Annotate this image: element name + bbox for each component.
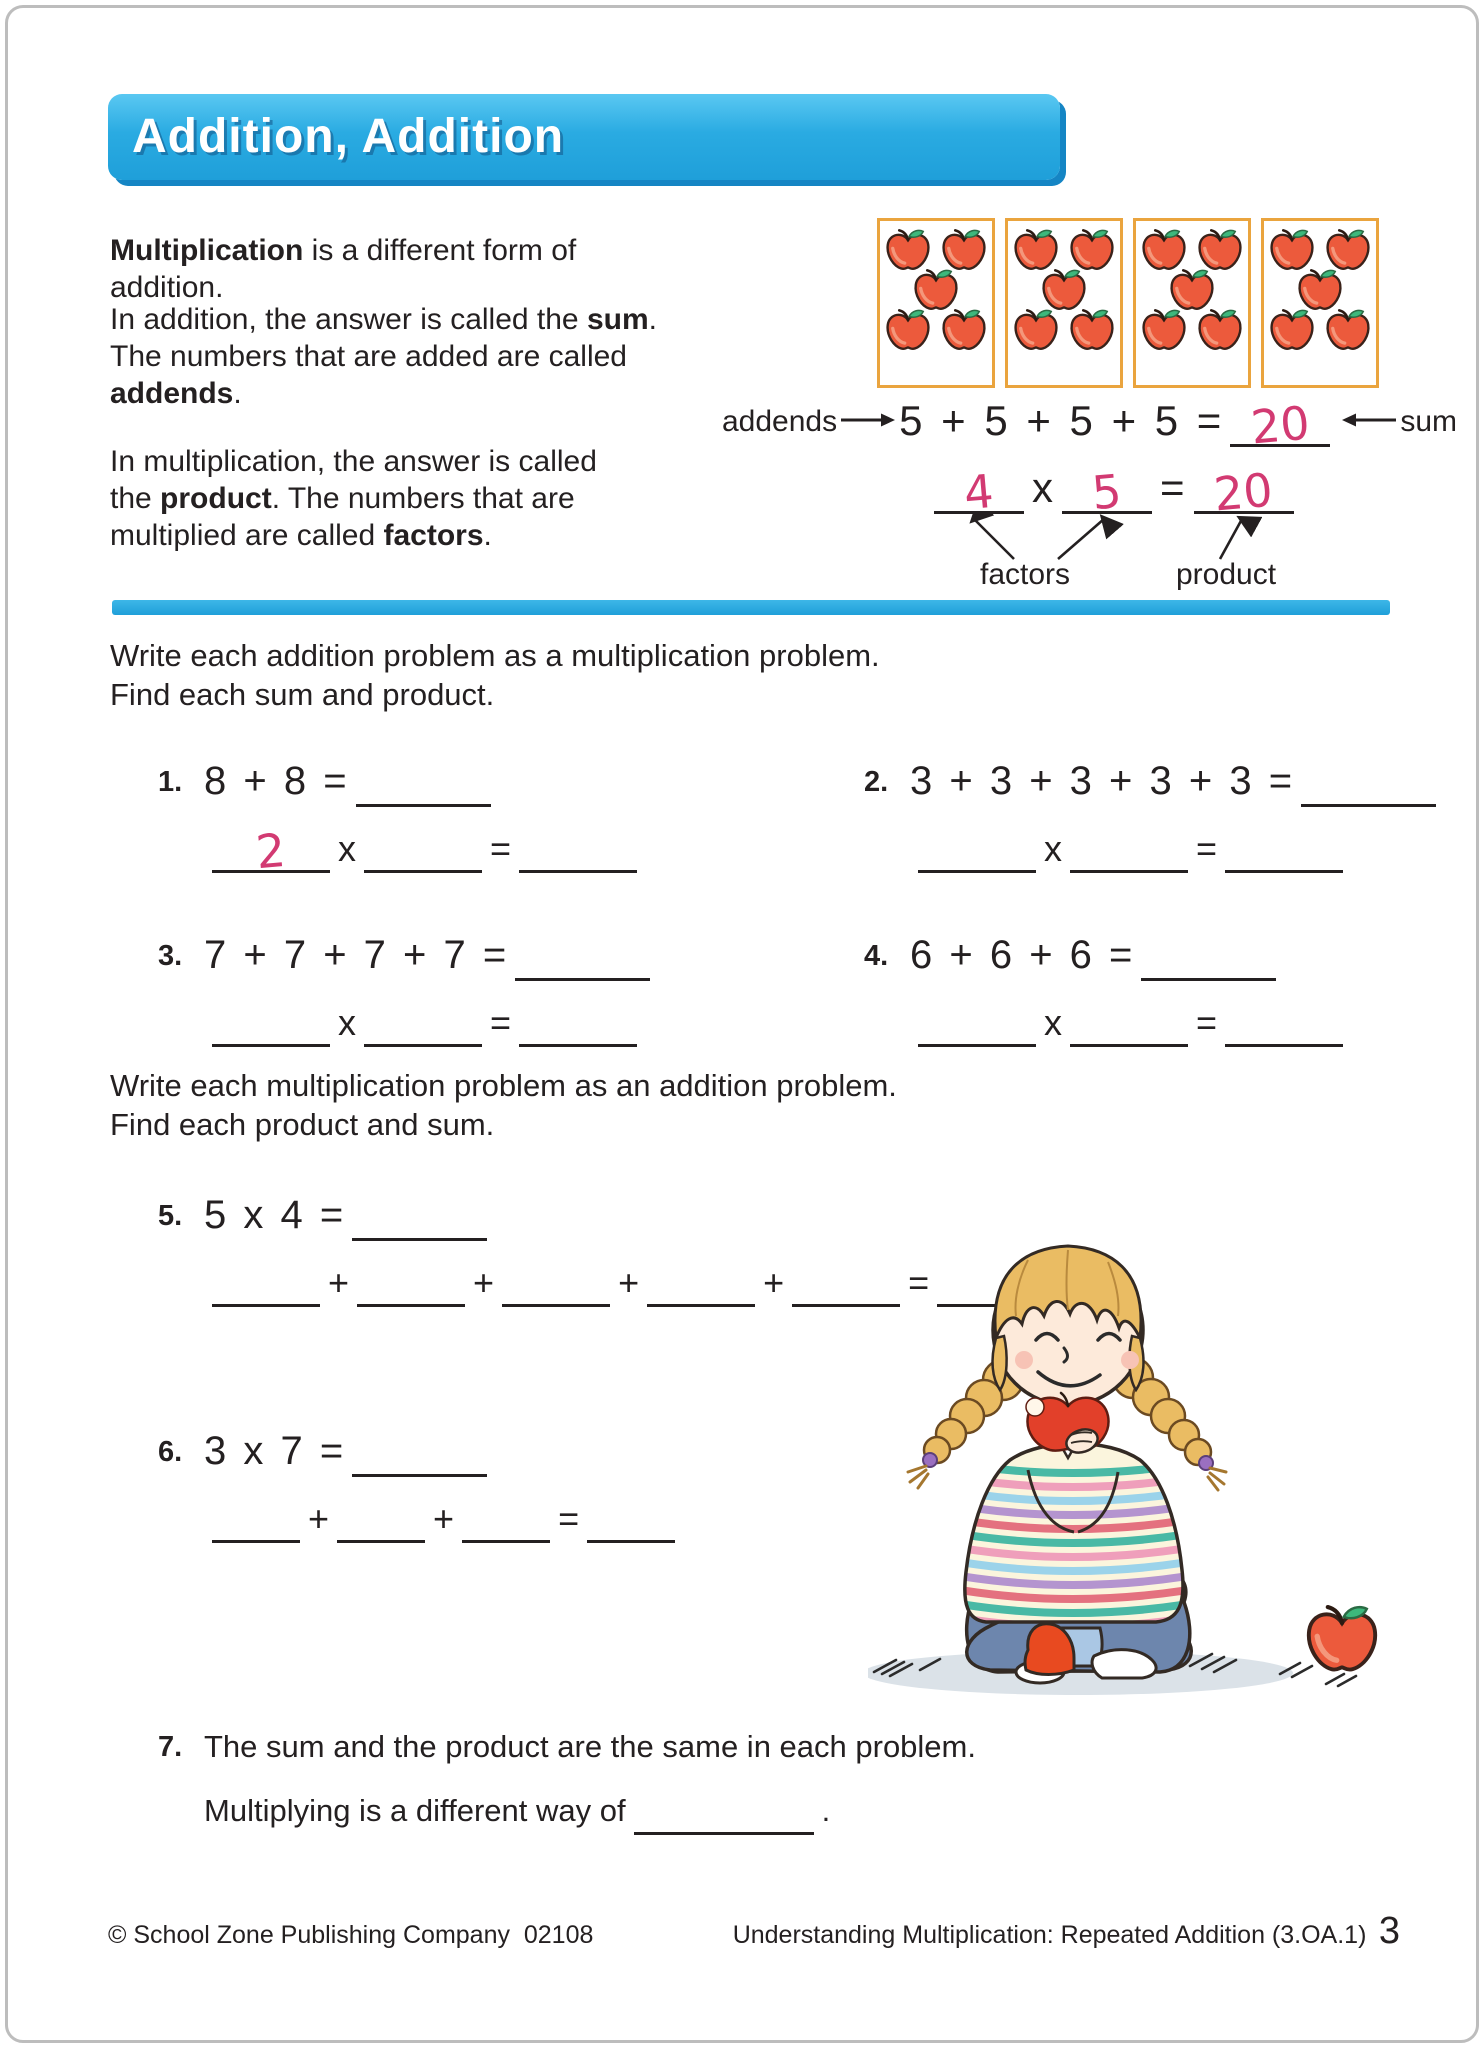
apple-icon bbox=[1268, 306, 1316, 354]
example-multiplication-equation bbox=[926, 462, 1302, 522]
problem-equation: 3 x 7 = bbox=[204, 1429, 345, 1473]
factor-blank[interactable] bbox=[364, 824, 482, 873]
term-product: product bbox=[160, 482, 272, 515]
example-addition-text: 5 + 5 + 5 + 5 = bbox=[899, 397, 1223, 444]
addend-blank[interactable] bbox=[337, 1494, 425, 1543]
plus-symbol: + bbox=[308, 1498, 330, 1539]
sum-blank[interactable] bbox=[515, 932, 650, 981]
problem-number: 6. bbox=[158, 1436, 183, 1468]
ground-apple-icon bbox=[1309, 1607, 1375, 1670]
equals-symbol: = bbox=[1160, 464, 1186, 511]
problem-equation: 6 + 6 + 6 = bbox=[910, 933, 1134, 977]
apple-icon bbox=[884, 306, 932, 354]
problem-number: 3. bbox=[158, 940, 183, 972]
product-blank[interactable] bbox=[352, 1428, 487, 1477]
factor-blank[interactable] bbox=[1070, 998, 1188, 1047]
product-blank[interactable] bbox=[519, 998, 637, 1047]
addends-label: addends bbox=[722, 405, 838, 438]
apple-group bbox=[877, 218, 995, 388]
problem-1 bbox=[158, 758, 645, 880]
problem-number: 5. bbox=[158, 1200, 183, 1232]
problem-number: 1. bbox=[158, 766, 183, 798]
problem-equation: 5 x 4 = bbox=[204, 1193, 345, 1237]
handwritten-answer: 2 bbox=[254, 822, 288, 880]
equals-symbol: = bbox=[490, 1002, 512, 1043]
factor-blank[interactable] bbox=[1070, 824, 1188, 873]
addend-blank[interactable] bbox=[357, 1258, 465, 1307]
intro-paragraph-1: Multiplication is a different form of addition. bbox=[110, 234, 577, 304]
intro-paragraph-3: In multiplication, the answer is called the product. The numbers that are multiplied are called factors. bbox=[110, 445, 597, 552]
right-arrow-icon bbox=[841, 412, 895, 428]
factor-blank[interactable] bbox=[918, 998, 1036, 1047]
product-blank[interactable] bbox=[1225, 824, 1343, 873]
girl-with-apple-illustration bbox=[868, 1220, 1428, 1720]
term-sum: sum bbox=[586, 303, 649, 336]
problem-equation: 8 + 8 = bbox=[204, 759, 348, 803]
plus-symbol: + bbox=[328, 1262, 350, 1303]
addend-blank[interactable] bbox=[502, 1258, 610, 1307]
plus-symbol: + bbox=[433, 1498, 455, 1539]
sum-blank[interactable] bbox=[356, 758, 491, 807]
sum-answer-blank bbox=[1230, 395, 1330, 455]
page-footer bbox=[108, 1910, 1400, 1953]
sum-blank[interactable] bbox=[587, 1494, 675, 1543]
problem-number: 7. bbox=[158, 1731, 183, 1763]
product-blank[interactable] bbox=[352, 1192, 487, 1241]
addend-blank[interactable] bbox=[462, 1494, 550, 1543]
factors-product-arrows bbox=[908, 513, 1348, 561]
apple-group bbox=[1133, 218, 1251, 388]
problem-3 bbox=[158, 932, 658, 1044]
sum-label: sum bbox=[1400, 405, 1458, 438]
handwritten-product: 20 bbox=[1212, 462, 1276, 522]
factors-label: factors bbox=[980, 558, 1071, 591]
times-symbol: x bbox=[1044, 1002, 1062, 1043]
section2-instructions: Write each multiplication problem as an addition problem. Find each product and sum. bbox=[110, 1068, 897, 1142]
problem-2 bbox=[864, 758, 1444, 870]
problem-equation: 7 + 7 + 7 + 7 = bbox=[204, 933, 508, 977]
product-blank[interactable] bbox=[519, 824, 637, 873]
product-label: product bbox=[1176, 558, 1277, 591]
problem-equation: 3 + 3 + 3 + 3 + 3 = bbox=[910, 759, 1294, 803]
intro-paragraph-2: In addition, the answer is called the sum. The numbers that are added are called addends. bbox=[110, 303, 657, 410]
apple-icon bbox=[940, 306, 988, 354]
handwritten-factor1: 4 bbox=[962, 463, 996, 521]
problem-7: 7. The sum and the product are the same in each problem. Multiplying is a different way of . bbox=[158, 1726, 976, 1832]
factor-blank[interactable] bbox=[918, 824, 1036, 873]
apple-groups-illustration bbox=[877, 218, 1379, 388]
lesson-title: Understanding Multiplication: Repeated Addition (3.OA.1) bbox=[732, 1921, 1367, 1949]
plus-symbol: + bbox=[618, 1262, 640, 1303]
equals-symbol: = bbox=[1196, 1002, 1218, 1043]
apple-group bbox=[1261, 218, 1379, 388]
footer-right-group bbox=[733, 1910, 1400, 1953]
factor-blank bbox=[934, 463, 1024, 521]
copyright-text: © School Zone Publishing Company 02108 bbox=[108, 1921, 594, 1949]
apple-icon bbox=[1140, 306, 1188, 354]
times-symbol: x bbox=[338, 828, 356, 869]
product-blank bbox=[1194, 462, 1294, 522]
plus-symbol: + bbox=[473, 1262, 495, 1303]
left-arrow-icon bbox=[1342, 412, 1396, 428]
example-addition-equation bbox=[722, 395, 1458, 455]
equals-symbol: = bbox=[558, 1498, 580, 1539]
factor-blank[interactable] bbox=[364, 998, 482, 1047]
apple-icon bbox=[1324, 306, 1372, 354]
product-blank[interactable] bbox=[1225, 998, 1343, 1047]
addend-blank[interactable] bbox=[212, 1494, 300, 1543]
equals-symbol: = bbox=[1196, 828, 1218, 869]
section1-instructions: Write each addition problem as a multiplication problem. Find each sum and product. bbox=[110, 638, 880, 712]
term-multiplication: Multiplication bbox=[110, 234, 304, 267]
section-divider bbox=[112, 600, 1390, 615]
problem-number: 2. bbox=[864, 766, 889, 798]
apple-icon bbox=[1196, 306, 1244, 354]
handwritten-sum: 20 bbox=[1248, 395, 1312, 455]
times-symbol: x bbox=[338, 1002, 356, 1043]
factor-blank bbox=[1062, 463, 1152, 521]
worksheet-page bbox=[5, 5, 1479, 2043]
term-addends: addends bbox=[110, 377, 234, 410]
word-blank[interactable] bbox=[634, 1792, 814, 1835]
page-title: Addition, Addition bbox=[132, 110, 565, 163]
problem-number: 4. bbox=[864, 940, 889, 972]
factor-blank[interactable] bbox=[212, 822, 330, 880]
title-banner bbox=[108, 94, 1060, 180]
apple-icon bbox=[1068, 306, 1116, 354]
term-factors: factors bbox=[383, 519, 484, 552]
times-symbol: x bbox=[1044, 828, 1062, 869]
plus-symbol: + bbox=[763, 1262, 785, 1303]
problem-6 bbox=[158, 1428, 683, 1540]
sum-blank[interactable] bbox=[1141, 932, 1276, 981]
problem-4 bbox=[864, 932, 1351, 1044]
times-symbol: x bbox=[1032, 464, 1054, 511]
problem-statement: The sum and the product are the same in each problem. bbox=[204, 1729, 976, 1764]
page-number: 3 bbox=[1378, 1910, 1400, 1952]
addend-blank[interactable] bbox=[212, 1258, 320, 1307]
factor-blank[interactable] bbox=[212, 998, 330, 1047]
equals-symbol: = bbox=[908, 1262, 930, 1303]
equals-symbol: = bbox=[490, 828, 512, 869]
apple-icon bbox=[1012, 306, 1060, 354]
apple-group bbox=[1005, 218, 1123, 388]
handwritten-factor2: 5 bbox=[1090, 463, 1124, 521]
addend-blank[interactable] bbox=[647, 1258, 755, 1307]
sum-blank[interactable] bbox=[1301, 758, 1436, 807]
